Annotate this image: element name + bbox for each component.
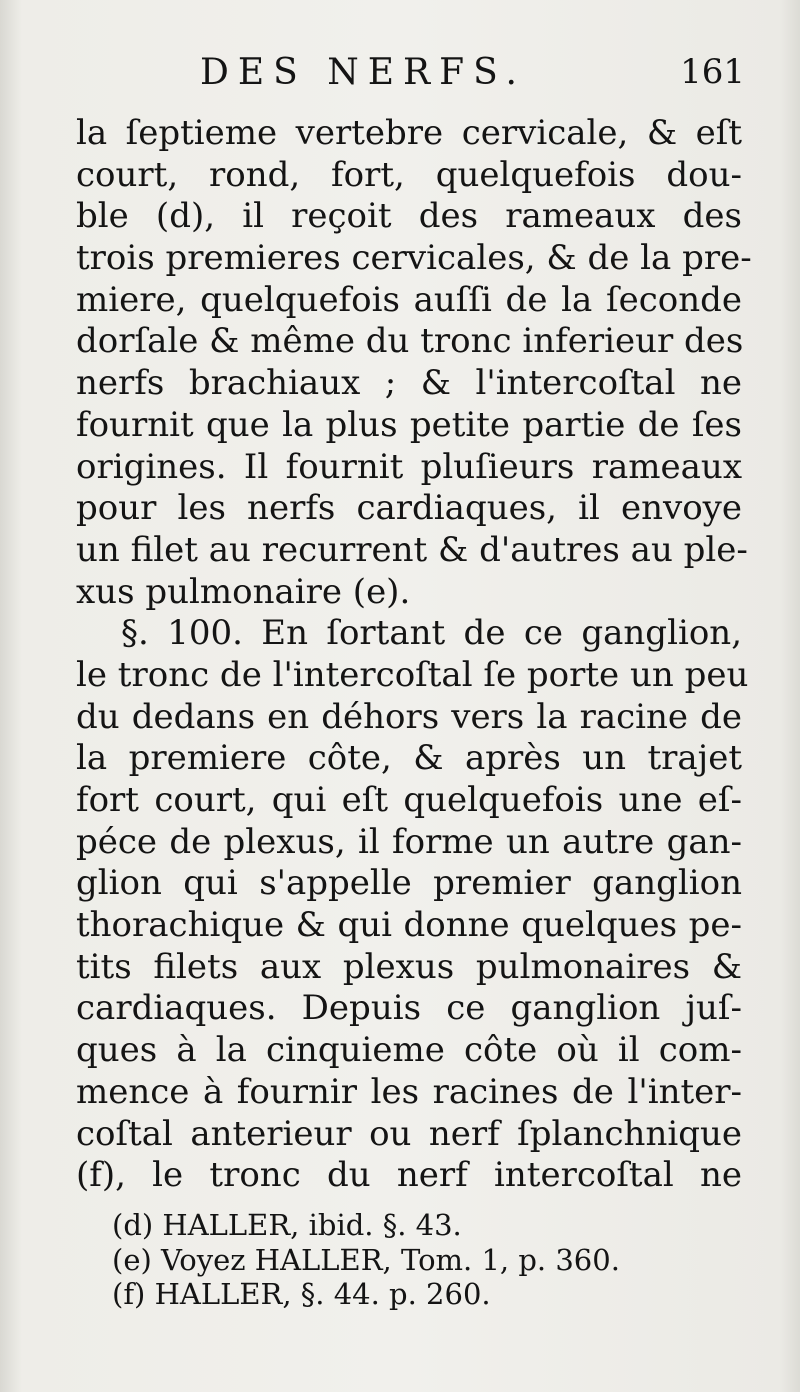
text-line: dorſale & même du tronc inferieur des: [76, 321, 744, 362]
text-line: thorachique & qui donne quelques pe-: [76, 905, 742, 946]
text-line: ques à la cinquieme côte où il com-: [76, 1030, 742, 1071]
running-title: DES NERFS.: [200, 52, 526, 93]
text-line: tits filets aux plexus pulmonaires &: [76, 946, 742, 987]
text-line: péce de plexus, il forme un autre gan-: [76, 821, 742, 862]
footnote-d: (d) HALLER, ibid. §. 43.: [112, 1208, 462, 1242]
text-line: xus pulmonaire (e).: [76, 571, 411, 612]
text-line: un filet au recurrent & d'autres au ple-: [76, 529, 748, 570]
text-line: nerfs brachiaux ; & l'intercoſtal ne: [76, 363, 742, 404]
text-line: (f), le tronc du nerf intercoſtal ne: [76, 1155, 742, 1196]
text-line: fort court, qui eſt quelquefois une eſ-: [76, 780, 742, 820]
text-line: miere, quelquefois auſſi de la ſeconde: [76, 279, 742, 320]
footnotes: [112, 1208, 752, 1312]
text-line: fournit que la plus petite partie de ſes: [76, 404, 742, 445]
text-line: cardiaques. Depuis ce ganglion juſ-: [76, 988, 742, 1029]
text-line: trois premieres cervicales, & de la pre-: [76, 238, 752, 279]
text-line: glion qui s'appelle premier ganglion: [76, 863, 742, 904]
page-number: 161: [680, 52, 745, 92]
text-line: ble (d), il reçoit des rameaux des: [76, 196, 742, 237]
footnote-e: (e) Voyez HALLER, Tom. 1, p. 360.: [112, 1242, 620, 1277]
text-line: coſtal anterieur ou nerf ſplanchnique: [76, 1113, 742, 1154]
body-text: [76, 113, 752, 1197]
text-line: mence à fournir les racines de l'inter-: [76, 1071, 742, 1112]
footnote-f: (f) HALLER, §. 44. p. 260.: [112, 1277, 491, 1311]
text-line: la ſeptieme vertebre cervicale, & eſt: [76, 113, 742, 153]
text-line: court, rond, fort, quelquefois dou-: [76, 154, 742, 195]
text-line: le tronc de l'intercoſtal ſe porte un peu: [76, 654, 749, 695]
text-line: du dedans en déhors vers la racine de: [76, 696, 742, 737]
page-header: [200, 52, 745, 96]
text-line: pour les nerfs cardiaques, il envoye: [76, 488, 742, 529]
text-line: origines. Il fournit pluſieurs rameaux: [76, 446, 742, 487]
text-line: §. 100. En ſortant de ce ganglion,: [121, 613, 742, 654]
text-line: la premiere côte, & après un trajet: [76, 738, 742, 779]
